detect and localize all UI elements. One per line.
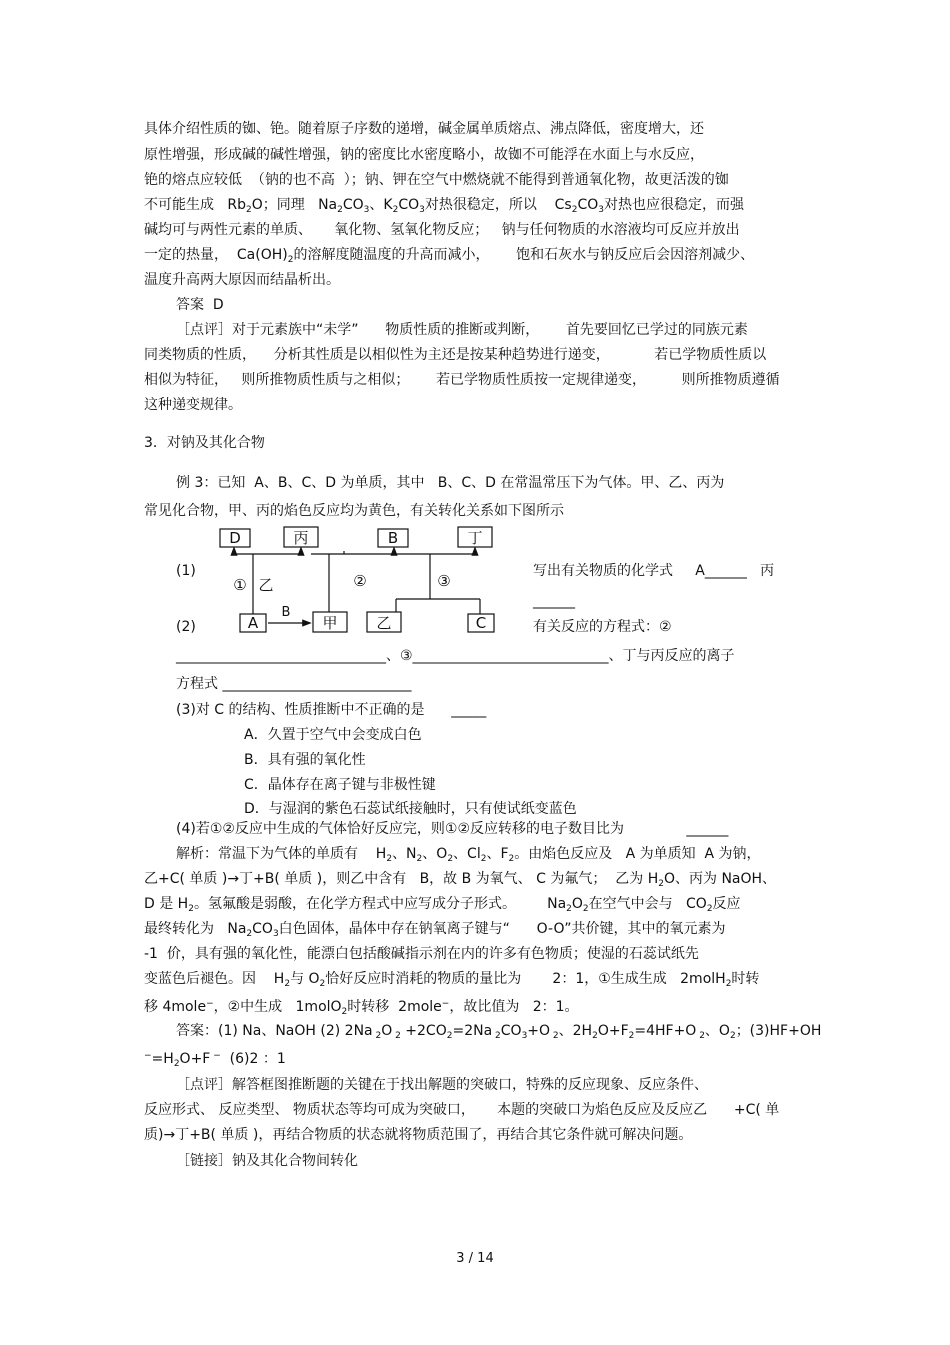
text-line: 例 3：已知 A、B、C、D 为单质，其中 B、C、D 在常温常压下为气体。甲、乙、丙为 [176,475,725,491]
text-line: 质)→丁+B( 单质 )，再结合物质的状态就将物质范围了，再结合其它条件就可解决问题。 [144,1127,693,1143]
text-line: -1 价，具有强的氧化性，能漂白包括酸碱指示剂在内的许多有色物质；使湿的石蕊试纸先 [144,946,699,962]
text-line: 移 4mole−，②中生成 1molO$_2$时转移 2mole−，故比值为 2：1。 [144,999,579,1017]
text-line: C．晶体存在离子键与非极性键 [244,777,436,793]
diagram-bing: 丙 [293,529,309,547]
text-line: 原性增强，形成碱的碱性增强，钠的密度比水密度略小，故铷不可能浮在水面上与水反应， [144,147,704,163]
diagram-arrow-b: B [281,605,291,620]
text-line: 一定的热量， $Ca(OH)_2$的溶解度随温度的升高而减小， 饱和石灰水与钠反应后会因溶剂减少、 [144,247,755,265]
text-line: A．久置于空气中会变成白色 [244,727,422,743]
text-line: 碱均可与两性元素的单质、 氧化物、氢氧化物反应； 钠与任何物质的水溶液均可反应并放出 [144,222,740,238]
diagram-r2: ② [353,572,367,590]
diagram-c: C [475,614,487,632]
diagram-yi: 乙 [376,614,392,632]
text-line: 变蓝色后褪色。因 $H_2$与 $O_2$恰好反应时消耗的物质的量比为 2：1，①生成生成 2molH$_2$时转 [144,971,760,989]
text-line: 3．对钠及其化合物 [144,435,265,451]
diagram-jia: 甲 [322,614,338,632]
text-line: 不可能生成 $Rb_2O$；同理 $Na_2CO_3$、$K_2CO_3$对热很稳定，所以 $Cs_2CO_3$对热也应很稳定，而强 [144,197,744,215]
text-line: 乙+C( 单质 )→丁+B( 单质 )，则乙中含有 B，故 B 为氧气、 C 为氟气； 乙为 $H_2O$、丙为 NaOH、 [144,871,777,889]
text-line: (3)对 C 的结构、性质推断中不正确的是 _____ [176,702,487,718]
text-line: 相似为特征， 则所推物质性质与之相似； 若已学物质性质按一定规律递变， 则所推物质遵循 [144,372,780,388]
text-line: (1) [176,563,196,579]
text-line: D 是 $H_2$。氢氟酸是弱酸，在化学方程式中应写成分子形式。 $Na_2O_2$在空气中会与 $CO_2$反应 [144,896,741,914]
text-line: 同类物质的性质， 分析其性质是以相似性为主还是按某种趋势进行递变， 若已学物质性质以 [144,347,767,363]
text-line: ［点评］对于元素族中“未学” 物质性质的推断或判断， 首先要回忆已学过的同族元素 [176,322,748,338]
text-line: B．具有强的氧化性 [244,752,366,768]
diagram-b: B [387,529,399,547]
diagram-yi-label: 乙 [258,576,274,594]
text-line: (2) [176,619,196,635]
text-line: 反应形式、 反应类型、 物质状态等均可成为突破口， 本题的突破口为焰色反应及反应乙 +C( 单 [144,1102,780,1118]
text-line: ______________________________、③____________________________、丁与丙反应的离子 [176,648,735,664]
diagram-d: D [229,529,241,547]
diagram-ding: 丁 [467,529,483,547]
text-line: (4)若①②反应中生成的气体恰好反应完，则①②反应转移的电子数目比为 ______ [176,821,729,837]
text-line: 写出有关物质的化学式 A______ 丙 [533,563,775,579]
reaction-flow-diagram [216,522,506,642]
text-line: 常见化合物，甲、丙的焰色反应均为黄色，有关转化关系如下图所示 [144,503,564,519]
text-line: 具体介绍性质的铷、铯。随着原子序数的递增，碱金属单质熔点、沸点降低，密度增大，还 [144,121,704,137]
text-line: 温度升高两大原因而结晶析出。 [144,272,340,288]
page-number: 3 / 14 [456,1251,494,1266]
text-line: D．与湿润的紫色石蕊试纸接触时，只有使试纸变蓝色 [244,801,577,817]
text-line: 解析：常温下为气体的单质有 $H_2$、$N_2$、$O_2$、$Cl_2$、$F_2$。由焰色反应及 A 为单质知 A 为钠， [176,846,761,864]
text-line: ______ [533,593,575,609]
text-line: ［点评］解答框图推断题的关键在于找出解题的突破口，特殊的反应现象、反应条件、 [176,1077,708,1093]
text-line: 答案：(1) Na、NaOH (2) 2Na $_2$O $_2 +2CO_2=2Na$ $_2CO_3+O$ $_2$、$2H_2O+F_2=4HF+O$ $_2$、$O_2$；(3)HF+OH [176,1023,822,1041]
text-line: ［链接］钠及其化合物间转化 [176,1153,358,1169]
text-line: 答案 D [176,297,224,313]
diagram-r3: ③ [437,572,451,590]
diagram-r1: ① [233,576,247,594]
text-line: 有关反应的方程式：② [533,619,672,635]
text-line: $^-=H_2O+F$ − (6)2 ：1 [144,1051,286,1069]
text-line: 最终转化为 $Na_2CO_3$白色固体，晶体中存在钠氧离子键与“ O-O”共价键，其中的氧元素为 [144,921,726,939]
text-line: 方程式 ___________________________ [176,676,412,692]
diagram-a: A [247,614,259,632]
text-line: 铯的熔点应较低 （钠的也不高 ）；钠、钾在空气中燃烧就不能得到普通氧化物，故更活泼的铷 [144,172,729,188]
text-line: 这种递变规律。 [144,397,242,413]
